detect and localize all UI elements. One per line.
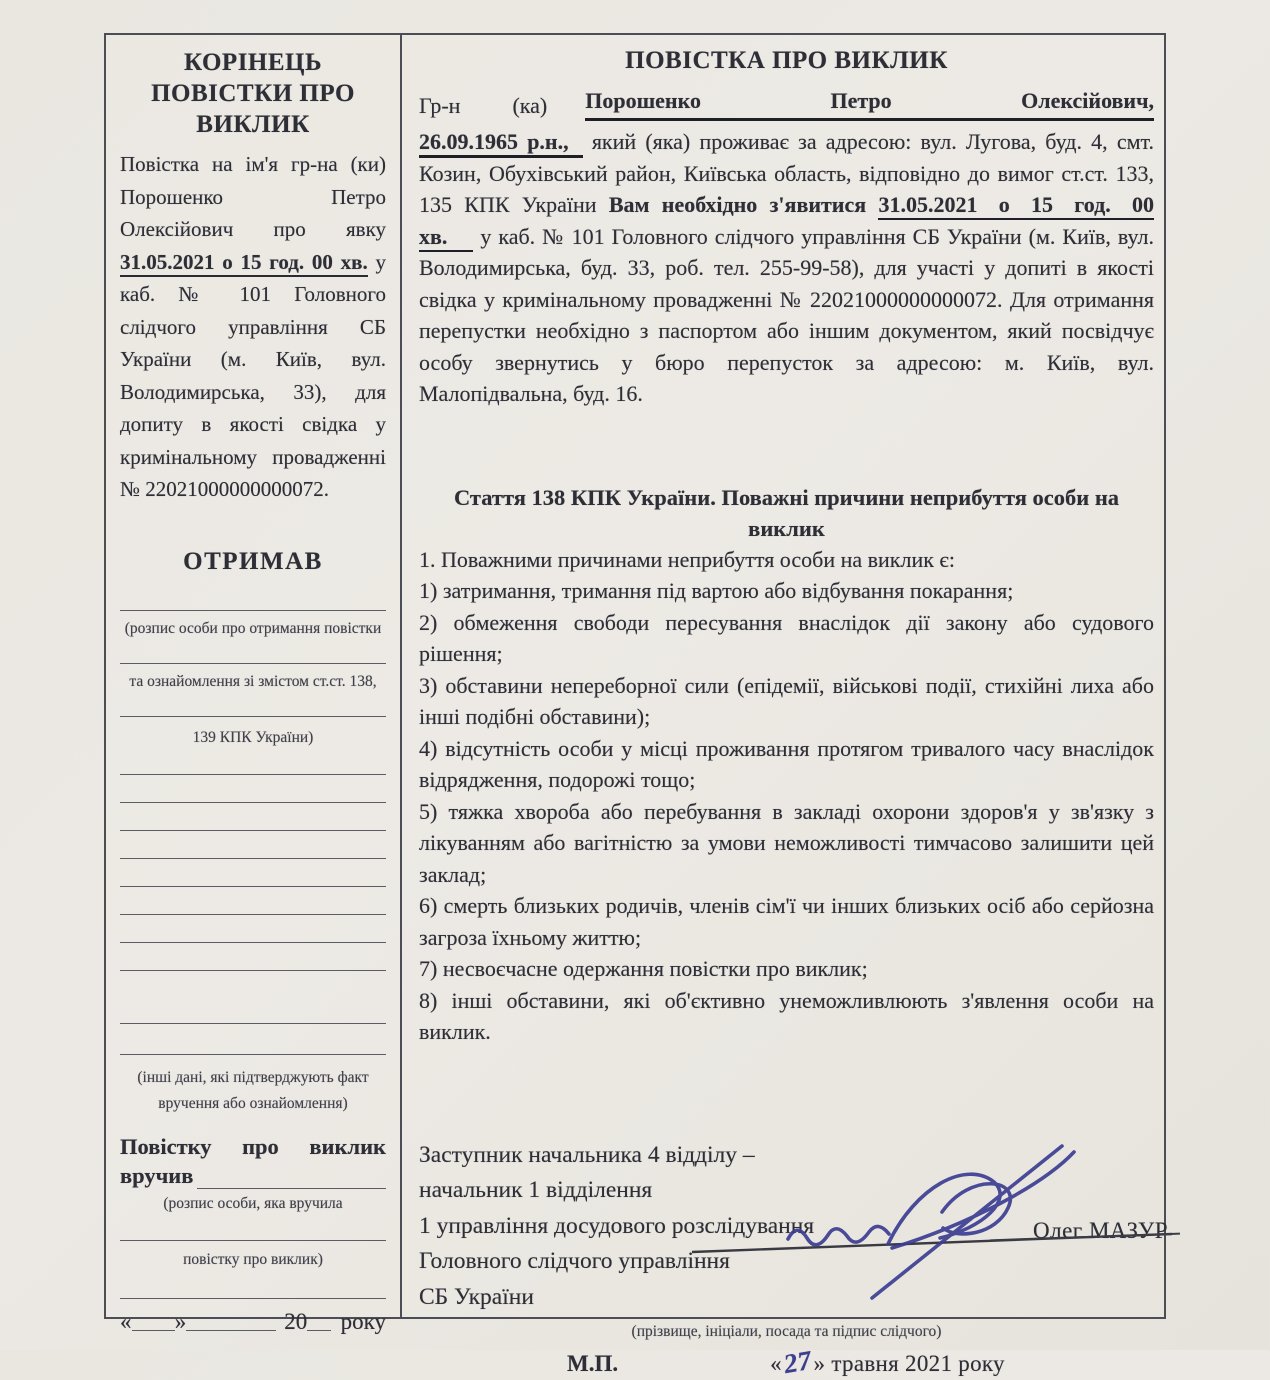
- ka-label: (ка): [512, 93, 548, 118]
- stub-caption-signature-3: 139 КПК України): [192, 728, 314, 746]
- article-item: 1) затримання, тримання під вартою або відбування покарання;: [419, 578, 1014, 603]
- blank-line: [120, 886, 386, 887]
- signature-blank-line: [120, 610, 386, 611]
- blank-line: [120, 914, 386, 915]
- stub-date-row: [120, 1309, 386, 1335]
- stub-caption-other-2: вручення або ознайомлення): [158, 1094, 348, 1112]
- seal-placeholder-label: М.П.: [567, 1351, 619, 1376]
- received-heading: ОТРИМАВ: [183, 547, 323, 575]
- blank-line: [120, 1023, 386, 1024]
- stub-intro-paragraph: [120, 148, 386, 506]
- article-item: 3) обставини непереборної сили (епідемії, військові події, стихійні лиха або інші подібні обставини);: [419, 672, 1154, 729]
- year-word: року: [340, 1308, 386, 1334]
- quote-close: »: [813, 1351, 826, 1376]
- official-title-line: Заступник начальника 4 відділу –: [419, 1141, 755, 1168]
- stub-case-number: № 22021000000000072.: [120, 477, 330, 501]
- stub-caption-other-1: (інші дані, які підтверджують факт: [137, 1068, 369, 1086]
- stub-intro-text-2: у каб. № 101 Головного слідчого управління СБ України (м. Київ, вул. Володимирська, 33), для допиту в якості свідка у кримінальному провадженні: [120, 249, 387, 469]
- handwritten-day: 27: [781, 1344, 814, 1380]
- blank-line: [120, 858, 386, 859]
- quote-open: «: [120, 1308, 132, 1334]
- stub-caption-served-1: (розпис особи, яка вручила: [163, 1194, 343, 1212]
- official-title-line: 1 управління досудового розслідування: [419, 1212, 815, 1239]
- blank-line: [120, 774, 386, 775]
- summons-column: [402, 35, 1164, 1380]
- addressee-name: Порошенко Петро Олексійович,: [585, 85, 1154, 121]
- blank-line: [120, 1240, 386, 1241]
- day-blank: [132, 1330, 175, 1331]
- blank-line: [120, 970, 386, 971]
- month-blank: [186, 1330, 276, 1331]
- served-label-line2: [120, 1163, 386, 1189]
- appearance-datetime: 31.05.2021 о 15 год. 00 хв.: [419, 192, 1154, 252]
- article-item: 6) смерть близьких родичів, членів сім'ї чи інших близьких осіб або серйозна загроза їхньому життю;: [419, 893, 1154, 950]
- year-prefix: 20: [284, 1308, 308, 1334]
- stub-caption-signature-2: та ознайомлення зі змістом ст.ст. 138,: [129, 672, 377, 690]
- stub-column: [106, 35, 402, 1334]
- quote-close: »: [174, 1308, 187, 1334]
- signer-name: Олег МАЗУР: [1033, 1218, 1168, 1243]
- article-138-heading: Стаття 138 КПК України. Поважні причини неприбуття особи на виклик: [453, 484, 1120, 541]
- addressee-line: [419, 85, 1154, 121]
- article-item: 5) тяжка хвороба або перебування в закладі охорони здоров'я у зв'язку з лікуванням або вагітністю за умови неможливості тимчасово залишити цей заклад;: [419, 798, 1154, 887]
- signature-block: [640, 1140, 1180, 1300]
- blank-line: [120, 942, 386, 943]
- summons-text-b: у каб. № 101 Головного слідчого управління СБ України (м. Київ, вул. Володимирська, буд. 33, роб. тел. 255-99-58), для участі у допиті в якості свідка у кримінальному провадженні № 22021000000000072. Для отримання перепустки необхідно з паспортом або іншим документом, який посвідчує особу звернутись у бюро перепусток за адресою: м. Київ, вул. Малопідвальна, буд. 16.: [419, 223, 1154, 406]
- must-appear-text: Вам необхідно з'явитися: [608, 192, 867, 217]
- blank-line: [120, 1298, 386, 1299]
- issue-date: [770, 1344, 1005, 1380]
- stub-datetime: 31.05.2021 о 15 год. 00 хв.: [120, 250, 368, 277]
- signature-caption: (прізвище, ініціали, посада та підпис слідчого): [631, 1323, 942, 1340]
- official-title-line: СБ України: [419, 1283, 534, 1310]
- article-item: 4) відсутність особи у місці проживання протягом тривалого часу внаслідок відрядження, подорожі тощо;: [419, 735, 1154, 792]
- issue-date-rest: травня 2021 року: [831, 1351, 1005, 1376]
- article-item: 1. Поважними причинами неприбуття особи на виклик є:: [419, 546, 955, 572]
- served-label-line1: Повістку про виклик: [120, 1133, 386, 1159]
- stub-caption-signature-1: (розпис особи про отримання повістки: [124, 619, 382, 637]
- blank-line: [120, 1054, 386, 1055]
- official-title-line: Головного слідчого управління: [419, 1248, 730, 1274]
- summons-body-paragraph: [419, 126, 1154, 410]
- signature-blank-line: [120, 716, 386, 717]
- article-item: 2) обмеження свободи пересування внаслідок дії закону або судового рішення;: [419, 609, 1154, 666]
- stub-title: КОРІНЕЦЬ ПОВІСТКИ ПРО ВИКЛИК: [151, 49, 355, 138]
- signature-blank-line: [120, 663, 386, 664]
- addressee-dob: 26.09.1965 р.н.,: [419, 129, 583, 158]
- stub-caption-served-2: повістку про виклик): [183, 1250, 323, 1268]
- blank-line: [120, 830, 386, 831]
- blank-line: [120, 802, 386, 803]
- year-blank: [307, 1330, 330, 1331]
- gr-label: Гр-н: [419, 93, 461, 118]
- stub-intro-text-1: Повістка на ім'я гр-на (ки) Порошенко Петро Олексійович про явку: [120, 152, 386, 241]
- official-title-line: начальник 1 відділення: [419, 1177, 653, 1203]
- article-item: 7) несвоєчасне одержання повістки про виклик;: [419, 956, 868, 981]
- summons-table: [104, 33, 1166, 1380]
- article-item: 8) інші обставини, які об'єктивно унеможливлюють з'явлення особи на виклик.: [419, 987, 1154, 1044]
- seal-and-date-row: [419, 1344, 1154, 1380]
- served-blank-line: [197, 1188, 386, 1189]
- summons-text-a: який (яка) проживає за адресою: вул. Лугова, буд. 4, смт. Козин, Обухівський район, Київська область, відповідно до вимог ст.ст. 133, 135 КПК України: [419, 129, 1154, 217]
- summons-title: ПОВІСТКА ПРО ВИКЛИК: [625, 47, 948, 74]
- served-label-word: вручив: [120, 1162, 194, 1188]
- quote-open: «: [770, 1351, 782, 1376]
